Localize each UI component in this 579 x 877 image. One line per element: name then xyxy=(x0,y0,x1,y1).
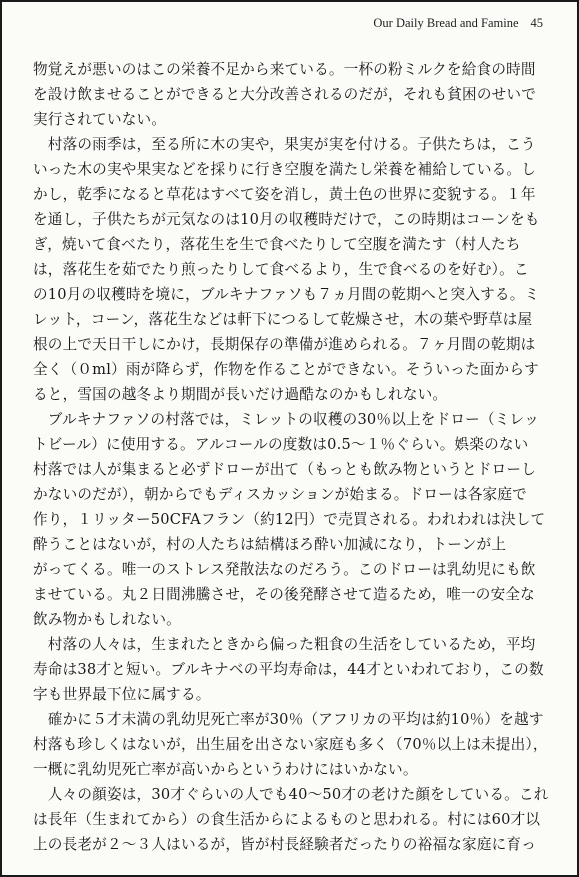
text-line: 実行されていない。 xyxy=(33,111,167,128)
text-line: 酔うことはないが，村の人たちは結構ほろ酔い加減になり，トーンが上 xyxy=(33,536,507,553)
text-line: 村落の人々は，生まれたときから偏った粗食の生活をしているため，平均 xyxy=(33,636,536,653)
paragraph xyxy=(33,707,555,782)
paragraph xyxy=(33,782,555,857)
text-line: ませている。丸２日間沸騰させ，その後発酵させて造るため，唯一の安全な xyxy=(33,586,535,603)
text-line: 飲み物かもしれない。 xyxy=(33,611,181,628)
text-line: 一概に乳幼児死亡率が高いからというわけにはいかない。 xyxy=(33,761,418,778)
text-line: を設け飲ませることができると大分改善されるのだが，それも貧困のせいで xyxy=(33,86,536,103)
text-line: レット，コーン，落花生などは軒下につるして乾燥させ，木の葉や野草は屋 xyxy=(33,311,533,328)
text-line: 作り，１リッター50CFAフラン（約12円）で売買される。われわれは決して xyxy=(33,511,546,528)
text-line: かないのだが），朝からでもディスカッションが始まる。ドローは各家庭で xyxy=(33,486,527,503)
text-line: 根の上で天日干しにかけ，長期保存の準備が進められる。７ヶ月間の乾期は xyxy=(33,336,536,353)
page-number: 45 xyxy=(530,16,543,30)
text-line: ブルキナファソの村落では，ミレットの収穫の30％以上をドロー（ミレッ xyxy=(33,411,539,428)
text-line: 村落では人が集まると必ずドローが出て（もっとも飲み物というとドローし xyxy=(33,461,536,478)
paragraph xyxy=(33,407,555,632)
text-line: ると，雪国の越冬より期間が長いだけ過酷なのかもしれない。 xyxy=(33,386,448,403)
text-line: 寿命は38才と短い。ブルキナベの平均寿命は，44才といわれており，この数 xyxy=(33,661,544,678)
paragraph xyxy=(33,57,555,132)
text-line: は長年（生まれてから）の食生活からによるものと思われる。村には60才以 xyxy=(33,811,541,828)
text-line: いった木の実や果実などを採りに行き空腹を満たし栄養を補給している。し xyxy=(33,161,536,178)
paragraph xyxy=(33,632,555,707)
text-line: 全く（０ml）雨が降らず，作物を作ることができない。そういった面からす xyxy=(33,361,539,378)
text-line: 物覚えが悪いのはこの栄養不足から来ている。一杯の粉ミルクを給食の時間 xyxy=(33,61,536,78)
running-title: Our Daily Bread and Famine xyxy=(373,16,519,30)
body-text xyxy=(33,57,555,857)
text-line: ぎ，焼いて食べたり，落花生を生で食べたりして空腹を満たす（村人たち xyxy=(33,236,521,253)
text-line: 人々の顔姿は，30才ぐらいの人でも40～50才の老けた顔をしている。これ xyxy=(33,786,549,803)
text-line: の10月の収穫時を境に，ブルキナファソも７ヵ月間の乾期へと突入する。ミ xyxy=(33,286,540,303)
text-line: 字も世界最下位に属する。 xyxy=(33,686,211,703)
text-line: を通し，子供たちが元気なのは10月の収穫時だけで，この時期はコーンをも xyxy=(33,211,540,228)
text-line: 村落も珍しくはないが，出生届を出さない家庭も多く（70％以上は未提出）， xyxy=(33,736,548,753)
text-line: 確かに５才未満の乳幼児死亡率が30％（アフリカの平均は約10％）を越す xyxy=(33,711,544,728)
text-line: がってくる。唯一のストレス発散法なのだろう。このドローは乳幼児にも飲 xyxy=(33,561,536,578)
text-line: 村落の雨季は，至る所に木の実や，果実が実を付ける。子供たちは，こう xyxy=(33,136,536,153)
paragraph xyxy=(33,132,555,407)
text-line: トビール）に使用する。アルコールの度数は0.5～１％ぐらい。娯楽のない xyxy=(33,436,529,453)
text-line: は，落花生を茹でたり煎ったりして食べるより，生で食べるのを好む）。こ xyxy=(33,261,529,278)
text-line: かし，乾季になると草花はすべて姿を消し，黄土色の世界に変貌する。１年 xyxy=(33,186,536,203)
text-line: 上の長老が２～３人はいるが，皆が村長経験者だったりの裕福な家庭に育っ xyxy=(33,836,536,853)
running-header xyxy=(373,16,543,31)
